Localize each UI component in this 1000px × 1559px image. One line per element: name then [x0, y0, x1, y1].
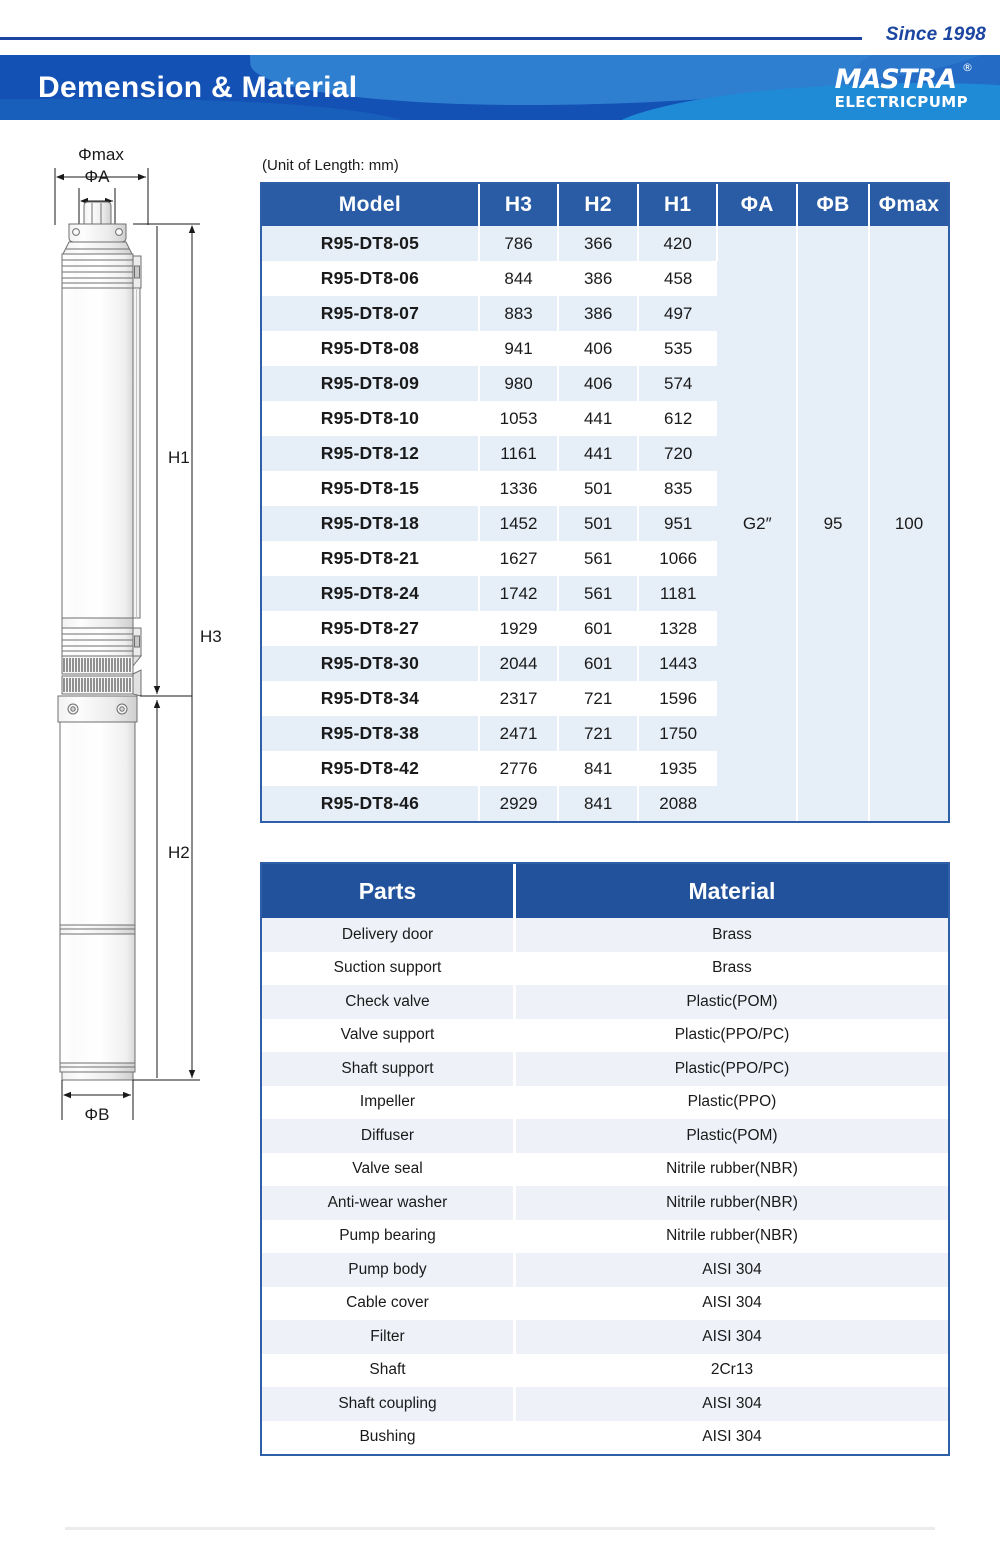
material-cell: AISI 304 [514, 1287, 948, 1321]
material-cell: 2Cr13 [514, 1354, 948, 1388]
parts-table-row [262, 1086, 948, 1120]
parts-table-header-row [262, 864, 948, 918]
col-header-h3: H3 [479, 184, 559, 226]
drawing-label-h1: H1 [168, 448, 190, 467]
h1-cell: 1750 [638, 716, 718, 751]
material-cell: Plastic(POM) [514, 1119, 948, 1153]
h1-cell: 951 [638, 506, 718, 541]
material-cell: Brass [514, 952, 948, 986]
parts-table-row [262, 1153, 948, 1187]
h2-cell: 841 [558, 786, 638, 821]
material-cell: AISI 304 [514, 1253, 948, 1287]
model-cell: R95-DT8-46 [262, 786, 479, 821]
material-cell: Brass [514, 918, 948, 952]
dimension-table-header-row [262, 184, 948, 226]
model-cell: R95-DT8-27 [262, 611, 479, 646]
model-cell: R95-DT8-08 [262, 331, 479, 366]
logo-wordmark-text: MASTRA [834, 63, 956, 95]
h3-cell: 2929 [479, 786, 559, 821]
col-header-h2: H2 [558, 184, 638, 226]
h3-cell: 1161 [479, 436, 559, 471]
h3-cell: 1627 [479, 541, 559, 576]
material-cell: AISI 304 [514, 1320, 948, 1354]
part-name-cell: Shaft coupling [262, 1387, 514, 1421]
col-header-h1: H1 [638, 184, 718, 226]
phi-a-merged-cell: G2″ [717, 226, 797, 821]
h3-cell: 1053 [479, 401, 559, 436]
model-cell: R95-DT8-18 [262, 506, 479, 541]
model-cell: R95-DT8-34 [262, 681, 479, 716]
h2-cell: 386 [558, 296, 638, 331]
h3-cell: 1742 [479, 576, 559, 611]
h1-cell: 2088 [638, 786, 718, 821]
model-cell: R95-DT8-05 [262, 226, 479, 261]
pump-technical-drawing [0, 130, 250, 1120]
h1-cell: 835 [638, 471, 718, 506]
h3-cell: 1336 [479, 471, 559, 506]
parts-table-row [262, 1287, 948, 1321]
logo-wordmark [834, 60, 972, 95]
phi-max-merged-cell: 100 [869, 226, 948, 821]
h3-cell: 2776 [479, 751, 559, 786]
h2-cell: 601 [558, 646, 638, 681]
parts-table-row [262, 1186, 948, 1220]
parts-table-row [262, 1253, 948, 1287]
material-cell: Plastic(PPO/PC) [514, 1019, 948, 1053]
material-cell: Nitrile rubber(NBR) [514, 1186, 948, 1220]
material-cell: AISI 304 [514, 1387, 948, 1421]
h2-cell: 386 [558, 261, 638, 296]
model-cell: R95-DT8-10 [262, 401, 479, 436]
company-logo [834, 60, 972, 111]
h2-cell: 721 [558, 716, 638, 751]
top-bar [0, 0, 1000, 55]
h2-cell: 366 [558, 226, 638, 261]
footer-divider-rule [65, 1527, 935, 1530]
material-cell: Plastic(PPO) [514, 1086, 948, 1120]
model-cell: R95-DT8-21 [262, 541, 479, 576]
drawing-label-phi-max: Φmax [78, 145, 124, 164]
h1-cell: 535 [638, 331, 718, 366]
material-cell: AISI 304 [514, 1421, 948, 1455]
model-cell: R95-DT8-12 [262, 436, 479, 471]
drawing-label-phi-a: ΦA [84, 167, 110, 186]
h1-cell: 458 [638, 261, 718, 296]
part-name-cell: Pump body [262, 1253, 514, 1287]
part-name-cell: Delivery door [262, 918, 514, 952]
logo-tagline: ELECTRICPUMP [834, 92, 968, 111]
part-name-cell: Valve seal [262, 1153, 514, 1187]
col-header-model: Model [262, 184, 479, 226]
model-cell: R95-DT8-09 [262, 366, 479, 401]
h2-cell: 721 [558, 681, 638, 716]
h2-cell: 561 [558, 576, 638, 611]
h1-cell: 1066 [638, 541, 718, 576]
part-name-cell: Impeller [262, 1086, 514, 1120]
h2-cell: 441 [558, 436, 638, 471]
h1-cell: 1328 [638, 611, 718, 646]
unit-of-length-note: (Unit of Length: mm) [262, 157, 399, 174]
part-name-cell: Suction support [262, 952, 514, 986]
model-cell: R95-DT8-24 [262, 576, 479, 611]
h2-cell: 501 [558, 506, 638, 541]
registered-trademark-icon: ® [962, 60, 972, 74]
h1-cell: 1935 [638, 751, 718, 786]
h2-cell: 561 [558, 541, 638, 576]
h1-cell: 1596 [638, 681, 718, 716]
since-divider-rule [0, 37, 862, 40]
part-name-cell: Check valve [262, 985, 514, 1019]
h1-cell: 497 [638, 296, 718, 331]
model-cell: R95-DT8-30 [262, 646, 479, 681]
h3-cell: 786 [479, 226, 559, 261]
part-name-cell: Bushing [262, 1421, 514, 1455]
col-header-phi-max: Φmax [869, 184, 948, 226]
h1-cell: 574 [638, 366, 718, 401]
dimension-table-row [262, 226, 948, 261]
parts-table-row [262, 1019, 948, 1053]
parts-material-table-container [260, 862, 950, 1456]
h2-cell: 406 [558, 366, 638, 401]
page-header-banner [0, 55, 1000, 120]
col-header-parts: Parts [262, 864, 514, 918]
h3-cell: 883 [479, 296, 559, 331]
model-cell: R95-DT8-06 [262, 261, 479, 296]
model-cell: R95-DT8-07 [262, 296, 479, 331]
h1-cell: 720 [638, 436, 718, 471]
part-name-cell: Shaft [262, 1354, 514, 1388]
h3-cell: 2044 [479, 646, 559, 681]
since-label: Since 1998 [885, 24, 986, 45]
phi-b-merged-cell: 95 [797, 226, 869, 821]
h3-cell: 1929 [479, 611, 559, 646]
part-name-cell: Shaft support [262, 1052, 514, 1086]
h1-cell: 420 [638, 226, 718, 261]
h3-cell: 2471 [479, 716, 559, 751]
part-name-cell: Filter [262, 1320, 514, 1354]
model-cell: R95-DT8-42 [262, 751, 479, 786]
page-title: Demension & Material [38, 70, 358, 104]
model-cell: R95-DT8-38 [262, 716, 479, 751]
part-name-cell: Pump bearing [262, 1220, 514, 1254]
parts-table-row [262, 1354, 948, 1388]
parts-table-row [262, 918, 948, 952]
h3-cell: 844 [479, 261, 559, 296]
h3-cell: 2317 [479, 681, 559, 716]
dimension-table-container [260, 182, 950, 823]
h2-cell: 841 [558, 751, 638, 786]
parts-table-row [262, 1421, 948, 1455]
h2-cell: 441 [558, 401, 638, 436]
col-header-phi-b: ΦB [797, 184, 869, 226]
material-cell: Nitrile rubber(NBR) [514, 1220, 948, 1254]
col-header-phi-a: ΦA [717, 184, 797, 226]
h1-cell: 1181 [638, 576, 718, 611]
parts-table-row [262, 1119, 948, 1153]
col-header-material: Material [514, 864, 948, 918]
material-cell: Plastic(PPO/PC) [514, 1052, 948, 1086]
h3-cell: 980 [479, 366, 559, 401]
parts-table-row [262, 1320, 948, 1354]
material-cell: Nitrile rubber(NBR) [514, 1153, 948, 1187]
parts-material-table [262, 864, 948, 1454]
parts-table-row [262, 952, 948, 986]
model-cell: R95-DT8-15 [262, 471, 479, 506]
drawing-label-h2: H2 [168, 843, 190, 862]
part-name-cell: Valve support [262, 1019, 514, 1053]
h2-cell: 501 [558, 471, 638, 506]
part-name-cell: Cable cover [262, 1287, 514, 1321]
parts-table-row [262, 1220, 948, 1254]
parts-table-row [262, 1052, 948, 1086]
h1-cell: 612 [638, 401, 718, 436]
h3-cell: 1452 [479, 506, 559, 541]
drawing-label-phi-b: ΦB [84, 1105, 110, 1120]
parts-table-row [262, 1387, 948, 1421]
drawing-label-h3: H3 [200, 627, 222, 646]
parts-table-row [262, 985, 948, 1019]
dimension-table [262, 184, 948, 821]
part-name-cell: Anti-wear washer [262, 1186, 514, 1220]
h1-cell: 1443 [638, 646, 718, 681]
part-name-cell: Diffuser [262, 1119, 514, 1153]
material-cell: Plastic(POM) [514, 985, 948, 1019]
h3-cell: 941 [479, 331, 559, 366]
h2-cell: 406 [558, 331, 638, 366]
h2-cell: 601 [558, 611, 638, 646]
